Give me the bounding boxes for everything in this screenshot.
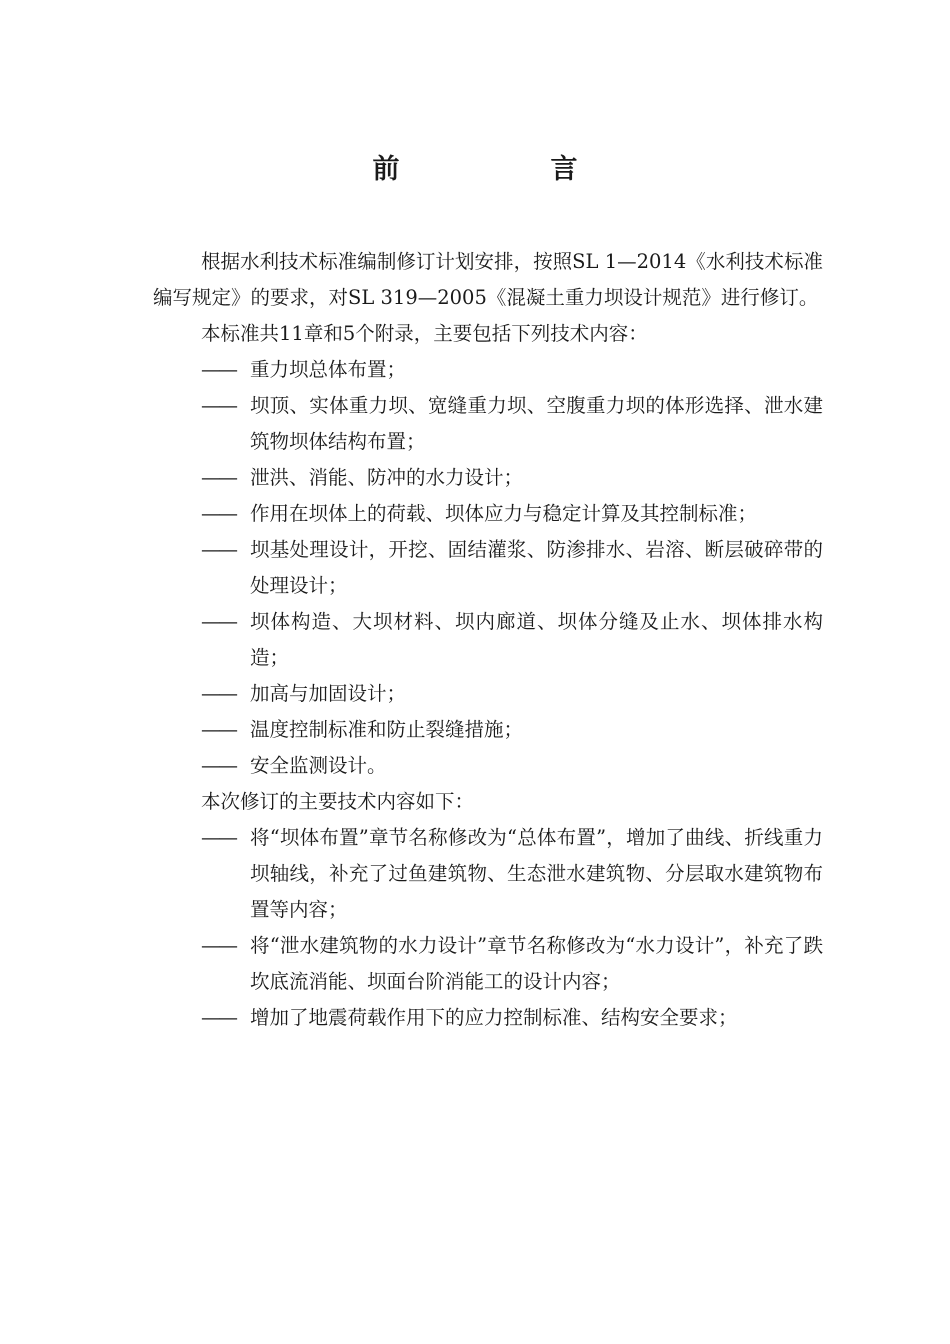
- intro-paragraph: 根据水利技术标准编制修订计划安排，按照SL 1—2014《水利技术标准编写规定》的要求，对SL 319—2005《混凝土重力坝设计规范》进行修订。: [153, 250, 823, 309]
- dash-marker: ——: [201, 934, 236, 957]
- list-item: [153, 820, 823, 928]
- list-item-text: 作用在坝体上的荷载、坝体应力与稳定计算及其控制标准；: [250, 502, 758, 525]
- list-item-text: 坝体构造、大坝材料、坝内廊道、坝体分缝及止水、坝体排水构造；: [250, 610, 823, 669]
- dash-marker: ——: [201, 610, 236, 633]
- list-item-text: 坝基处理设计，开挖、固结灌浆、防渗排水、岩溶、断层破碎带的处理设计；: [250, 538, 823, 597]
- dash-marker: ——: [201, 1006, 236, 1029]
- list-item-text: 泄洪、消能、防冲的水力设计；: [250, 466, 524, 489]
- list-item: [153, 748, 823, 784]
- revision-intro-paragraph: 本次修订的主要技术内容如下：: [201, 790, 475, 813]
- list-item-text: 坝顶、实体重力坝、宽缝重力坝、空腹重力坝的体形选择、泄水建筑物坝体结构布置；: [250, 394, 823, 453]
- list-item-text: 加高与加固设计；: [250, 682, 407, 705]
- list-item-text: 重力坝总体布置；: [250, 358, 407, 381]
- scope-intro-paragraph: 本标准共11章和5个附录，主要包括下列技术内容：: [201, 322, 648, 345]
- list-item: [153, 352, 823, 388]
- dash-marker: ——: [201, 394, 236, 417]
- dash-marker: ——: [201, 718, 236, 741]
- list-item: [153, 712, 823, 748]
- page-title: 前 言: [372, 154, 640, 185]
- dash-marker: ——: [201, 502, 236, 525]
- dash-marker: ——: [201, 466, 236, 489]
- list-item: [153, 604, 823, 676]
- list-item-text: 增加了地震荷载作用下的应力控制标准、结构安全要求；: [250, 1006, 738, 1029]
- list-item-text: 将“坝体布置”章节名称修改为“总体布置”，增加了曲线、折线重力坝轴线，补充了过鱼建筑物、生态泄水建筑物、分层取水建筑物布置等内容；: [250, 826, 823, 921]
- list-item-text: 将“泄水建筑物的水力设计”章节名称修改为“水力设计”，补充了跌坎底流消能、坝面台阶消能工的设计内容；: [250, 934, 823, 993]
- list-item: [153, 1000, 823, 1036]
- list-item: [153, 388, 823, 460]
- list-item: [153, 676, 823, 712]
- list-item-text: 温度控制标准和防止裂缝措施；: [250, 718, 524, 741]
- dash-marker: ——: [201, 538, 236, 561]
- list-item-text: 安全监测设计。: [250, 754, 387, 777]
- list-item: [153, 496, 823, 532]
- revision-list: [153, 820, 823, 1036]
- list-item: [153, 928, 823, 1000]
- dash-marker: ——: [201, 754, 236, 777]
- scope-list: [153, 352, 823, 784]
- dash-marker: ——: [201, 358, 236, 381]
- body-text: [153, 244, 823, 1036]
- list-item: [153, 460, 823, 496]
- dash-marker: ——: [201, 682, 236, 705]
- dash-marker: ——: [201, 826, 236, 849]
- list-item: [153, 532, 823, 604]
